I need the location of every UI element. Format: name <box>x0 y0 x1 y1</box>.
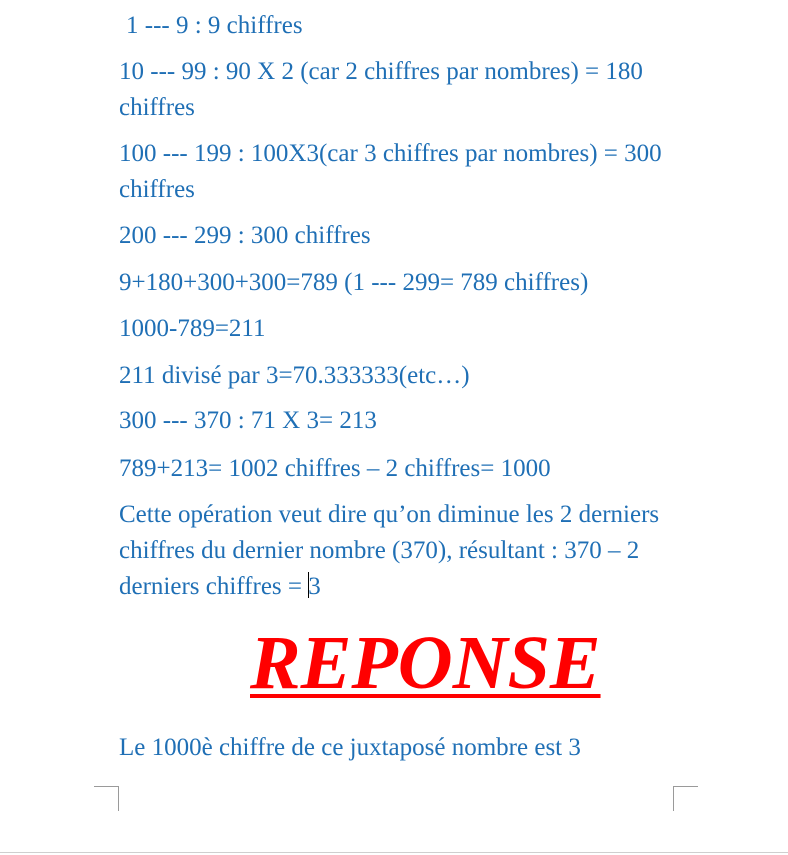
explanation-result: 3 <box>308 573 321 600</box>
line-division: 211 divisé par 3=70.333333(etc…) <box>119 362 470 389</box>
line-total-1002: 789+213= 1002 chiffres – 2 chiffres= 1000 <box>119 455 551 482</box>
line-200-to-299: 200 --- 299 : 300 chiffres <box>119 222 371 249</box>
crop-mark-bottom-left <box>94 786 119 811</box>
line-1-to-9: 1 --- 9 : 9 chiffres <box>126 12 303 39</box>
explanation-text: Cette opération veut dire qu’on diminue les 2 derniers chiffres du dernier nombre (370), résultant : 370 – 2 derniers chiffres = <box>119 501 660 600</box>
answer-line: Le 1000è chiffre de ce juxtaposé nombre est 3 <box>119 734 581 761</box>
reponse-heading: REPONSE <box>250 621 601 705</box>
line-subtraction: 1000-789=211 <box>119 315 266 342</box>
line-10-to-99: 10 --- 99 : 90 X 2 (car 2 chiffres par nombres) = 180 chiffres <box>119 58 643 121</box>
line-sum-789: 9+180+300+300=789 (1 --- 299= 789 chiffres) <box>119 269 589 296</box>
crop-mark-bottom-right <box>673 786 698 811</box>
line-300-to-370: 300 --- 370 : 71 X 3= 213 <box>119 407 377 434</box>
page-bottom-edge <box>0 852 788 853</box>
line-100-to-199: 100 --- 199 : 100X3(car 3 chiffres par nombres) = 300 chiffres <box>119 140 662 203</box>
explanation-paragraph <box>119 497 664 605</box>
